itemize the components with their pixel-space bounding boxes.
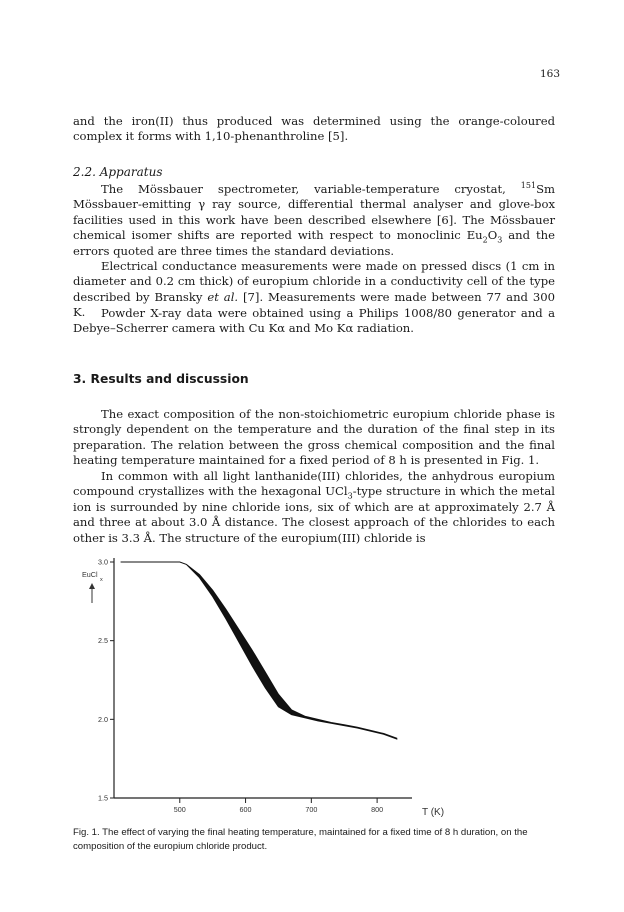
page-number: 163 [539,68,560,80]
x-tick-label: 500 [173,805,186,814]
y-tick-label: 2.5 [98,636,108,646]
results-paragraph-2: In common with all light lanthanide(III) chlorides, the anhydrous europium compound crystallizes with the hexagonal UCl$_3$-type structure in which the metal ion is surrounded by nine chloride ions, six of which are at approximately 2.7 Å and three at about 3.0 Å distance. The closest approach of the chlorides to each other is 3.3 Å. The structure of the europium(III) chloride is [73,469,555,545]
apparatus-paragraph-2: Electrical conductance measurements were made on pressed discs (1 cm in diameter and 0.2 cm thick) of europium chloride in a conductivity cell of the type described by Bransky et al. [7]. Measurements were made between 77 and 300 K. [73,259,555,320]
figure-caption: Fig. 1. The effect of varying the final heating temperature, maintained for a fixed time of 8 h duration, on the composition of the europium chloride product. [73,827,528,852]
x-axis-label: T (K) [422,807,445,818]
chart-labels [82,558,444,819]
composition-curve [121,562,397,739]
y-axis-label: EuCl [82,570,98,579]
apparatus-heading: 2.2. Apparatus [73,165,163,179]
x-tick-label: 600 [239,805,252,814]
x-tick-label: 700 [305,805,318,814]
apparatus-paragraph-3: Powder X-ray data were obtained using a Philips 1008/80 generator and a Debye–Scherrer camera with Cu Kα and Mo Kα radiation. [73,306,555,336]
y-tick-label: 3.0 [98,557,108,567]
results-paragraph-1: The exact composition of the non-stoichiometric europium chloride phase is strongly dependent on the temperature and the duration of the final step in its preparation. The relation between the gross chemical composition and the final heating temperature maintained for a fixed period of 8 h is presented in Fig. 1. [73,407,555,468]
x-tick-label: 800 [371,805,384,814]
results-heading: 3. Results and discussion [73,372,249,386]
composition-temperature-chart [80,548,450,818]
y-axis-label-subscript: x [100,577,103,583]
isotope-superscript: 151 [520,181,537,191]
y-tick-label: 1.5 [98,793,108,803]
y-axis-arrowhead-icon [89,583,95,589]
chart-ticks [110,562,377,803]
y-tick-label: 2.0 [98,714,108,724]
intro-paragraph: and the iron(II) thus produced was determined using the orange-coloured complex it forms with 1,10-phenanthroline [5]. [73,114,555,144]
apparatus-paragraph-1: The Mössbauer spectrometer, variable-temperature cryostat, $^{151}$Sm Mössbauer-emitting γ ray source, differential thermal analyser and glove-box facilities used in this work have been described elsewhere [6]. The Mössbauer chemical isomer shifts are reported with respect to monoclinic $Eu_2O_3$ and the errors quoted are three times the standard deviations. [73,181,555,258]
